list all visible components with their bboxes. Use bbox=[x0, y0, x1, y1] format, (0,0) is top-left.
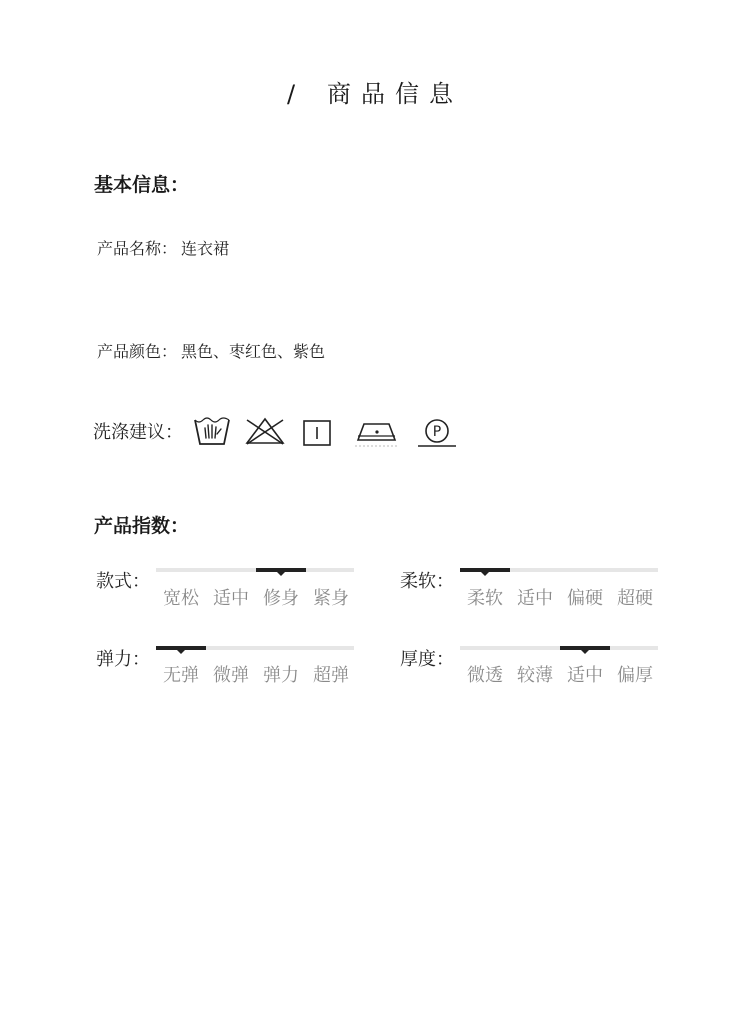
scale-label-elasticity: 弹力： bbox=[96, 649, 150, 670]
title-slash: / bbox=[286, 80, 306, 108]
product-name-value: 连衣裙 bbox=[181, 239, 230, 258]
iron-icon bbox=[355, 416, 399, 448]
scale-option: 柔软 bbox=[467, 588, 503, 609]
scale-options-thickness bbox=[460, 661, 660, 687]
scale-option: 偏硬 bbox=[567, 588, 603, 609]
scale-option: 偏厚 bbox=[617, 665, 653, 686]
scale-option: 微透 bbox=[467, 665, 503, 686]
scale-marker-style bbox=[256, 568, 306, 572]
scale-marker-softness bbox=[460, 568, 510, 572]
hand-wash-icon bbox=[193, 414, 231, 446]
scale-option: 适中 bbox=[213, 588, 249, 609]
scale-option: 超弹 bbox=[313, 665, 349, 686]
scale-marker-thickness bbox=[560, 646, 610, 650]
scale-track-elasticity bbox=[156, 646, 354, 650]
dry-clean-p-icon bbox=[417, 418, 457, 448]
scale-option: 适中 bbox=[517, 588, 553, 609]
product-name-row bbox=[97, 236, 229, 259]
scale-option: 无弹 bbox=[163, 665, 199, 686]
scale-options-softness bbox=[460, 584, 660, 610]
scale-option: 弹力 bbox=[263, 665, 299, 686]
product-color-label: 产品颜色： bbox=[97, 342, 178, 361]
scale-label-style: 款式： bbox=[96, 571, 150, 592]
do-not-bleach-icon bbox=[243, 416, 287, 446]
scale-option: 超硬 bbox=[617, 588, 653, 609]
scale-option: 宽松 bbox=[163, 588, 199, 609]
basic-info-heading: 基本信息： bbox=[94, 174, 190, 196]
scale-option: 较薄 bbox=[517, 665, 553, 686]
scale-label-softness: 柔软： bbox=[400, 571, 454, 592]
product-color-value: 黑色、枣红色、紫色 bbox=[181, 342, 326, 361]
scale-track-thickness bbox=[460, 646, 658, 650]
scale-options-elasticity bbox=[156, 661, 356, 687]
scale-option: 修身 bbox=[263, 588, 299, 609]
product-color-row bbox=[97, 339, 325, 362]
wash-advice-label: 洗涤建议： bbox=[93, 422, 183, 443]
scale-label-thickness: 厚度： bbox=[400, 649, 454, 670]
page-title bbox=[0, 74, 750, 109]
dry-clean-letter: P bbox=[432, 424, 442, 440]
product-name-label: 产品名称： bbox=[97, 239, 178, 258]
scale-marker-elasticity bbox=[156, 646, 206, 650]
scale-track-softness bbox=[460, 568, 658, 572]
tumble-dry-icon bbox=[302, 419, 332, 447]
scale-track-style bbox=[156, 568, 354, 572]
scale-options-style bbox=[156, 584, 356, 610]
scale-option: 适中 bbox=[567, 665, 603, 686]
scale-option: 紧身 bbox=[313, 588, 349, 609]
scale-option: 微弹 bbox=[213, 665, 249, 686]
title-text: 商品信息 bbox=[327, 80, 464, 108]
product-index-heading: 产品指数： bbox=[94, 515, 190, 537]
